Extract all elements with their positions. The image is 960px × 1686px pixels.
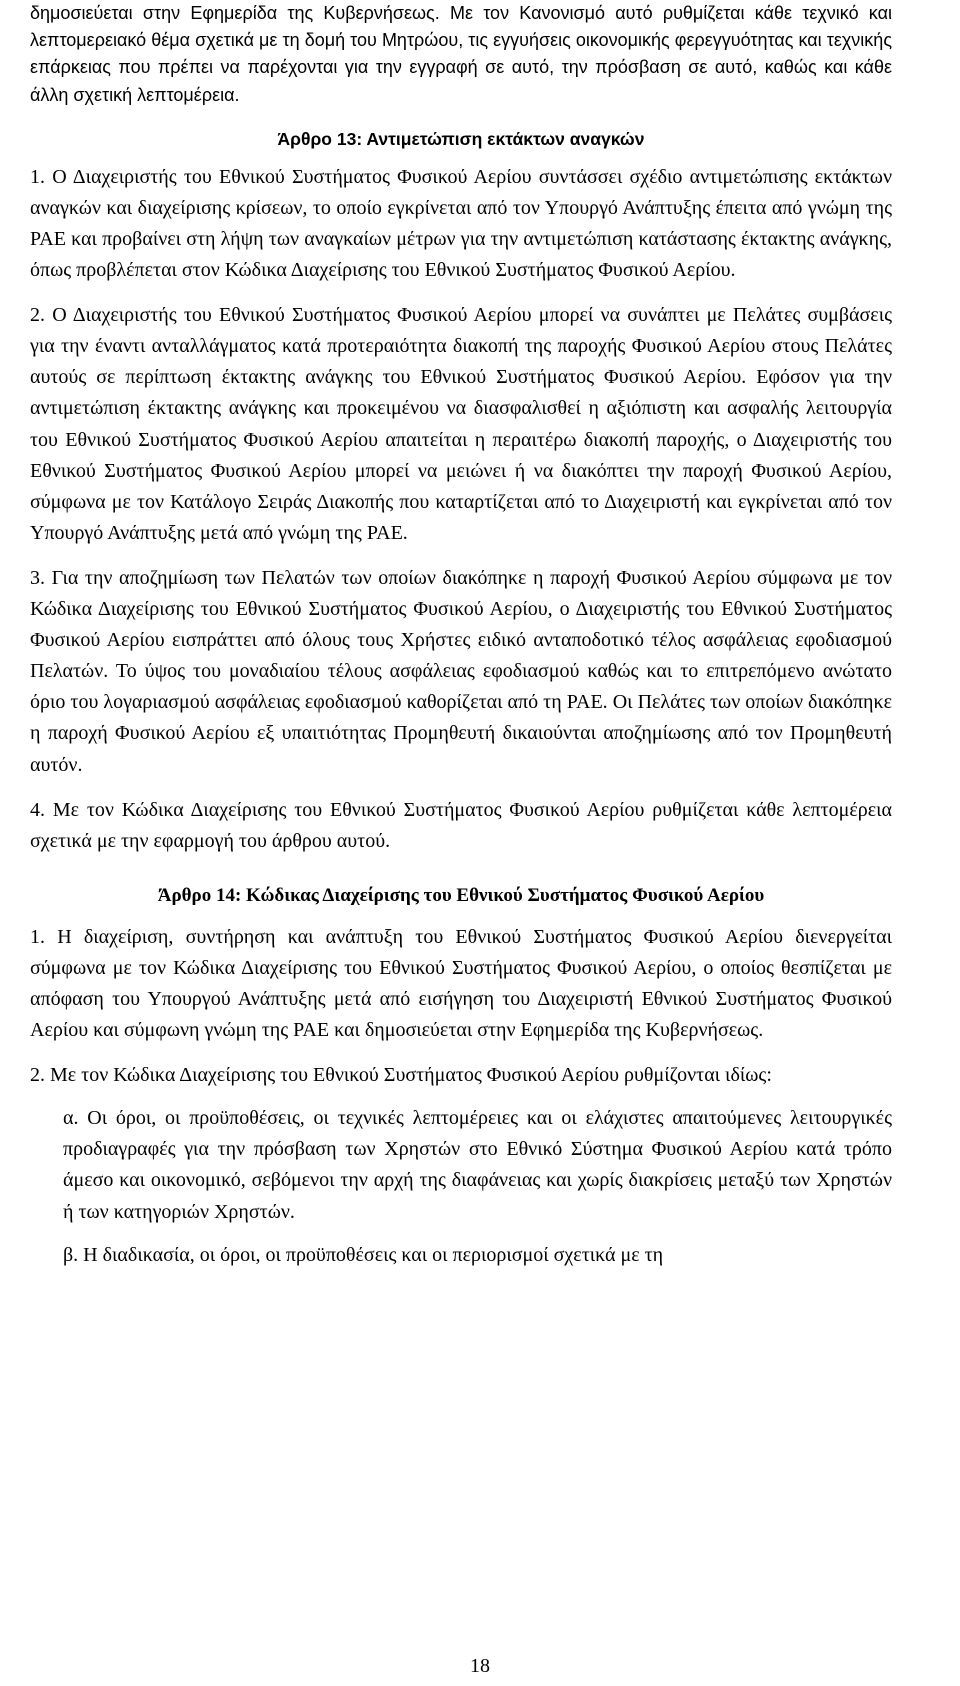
intro-paragraph: δημοσιεύεται στην Εφημερίδα της Κυβερνήσεως. Με τον Κανονισμό αυτό ρυθμίζεται κάθε τεχνικό και λεπτομερειακό θέμα σχετικά με τη δομή του Μητρώου, τις εγγυήσεις οικονομικής φερεγγυότητας και τεχνικής επάρκειας που πρέπει να παρέχονται για την εγγραφή σε αυτό, την πρόσβαση σε αυτό, καθώς και κάθε άλλη σχετική λεπτομέρεια.: [30, 3, 892, 105]
document-page: [30, 0, 892, 1271]
article-13-heading: Άρθρο 13: Αντιμετώπιση εκτάκτων αναγκών: [277, 128, 645, 149]
article-13-paragraph-1: 1. Ο Διαχειριστής του Εθνικού Συστήματος Φυσικού Αερίου συντάσσει σχέδιο αντιμετώπισης εκτάκτων αναγκών και διαχείρισης κρίσεων, το οποίο εγκρίνεται από τον Υπουργό Ανάπτυξης έπειτα από γνώμη της ΡΑΕ και προβαίνει στη λήψη των αναγκαίων μέτρων για την αντιμετώπιση κατάστασης έκτακτης ανάγκης, όπως προβλέπεται στον Κώδικα Διαχείρισης του Εθνικού Συστήματος Φυσικού Αερίου.: [30, 165, 892, 282]
article-13-paragraph-2: 2. Ο Διαχειριστής του Εθνικού Συστήματος Φυσικού Αερίου μπορεί να συνάπτει με Πελάτες συμβάσεις για την έναντι ανταλλάγματος κατά προτεραιότητα διακοπή της παροχής Φυσικού Αερίου στους Πελάτες αυτούς σε περίπτωση έκτακτης ανάγκης του Εθνικού Συστήματος Φυσικού Αερίου. Εφόσον για την αντιμετώπιση έκτακτης ανάγκης και προκειμένου να διασφαλισθεί η αξιόπιστη και ασφαλής λειτουργία του Εθνικού Συστήματος Φυσικού Αερίου απαιτείται η περαιτέρω διακοπή παροχής, ο Διαχειριστής του Εθνικού Συστήματος Φυσικού Αερίου μπορεί να μειώνει ή να διακόπτει την παροχή Φυσικού Αερίου, σύμφωνα με τον Κατάλογο Σειράς Διακοπής που καταρτίζεται από το Διαχειριστή και εγκρίνεται από τον Υπουργό Ανάπτυξης μετά από γνώμη της ΡΑΕ.: [30, 304, 892, 544]
article-14-subitem-b: β. Η διαδικασία, οι όροι, οι προϋποθέσεις και οι περιορισμοί σχετικά με τη: [63, 1243, 664, 1266]
article-14-subitem-a: α. Οι όροι, οι προϋποθέσεις, οι τεχνικές λεπτομέρειες και οι ελάχιστες απαιτούμενες λειτουργικές προδιαγραφές για την πρόσβαση των Χρηστών στο Εθνικό Σύστημα Φυσικού Αερίου κατά τρόπο άμεσο και οικονομικό, σεβόμενοι την αρχή της διαφάνειας και χωρίς διακρίσεις μεταξύ των Χρηστών ή των κατηγοριών Χρηστών.: [63, 1107, 892, 1223]
article-14-heading: Άρθρο 14: Κώδικας Διαχείρισης του Εθνικού Συστήματος Φυσικού Αερίου: [157, 884, 765, 906]
page-number: 18: [470, 1655, 490, 1677]
article-14-paragraph-2: 2. Με τον Κώδικα Διαχείρισης του Εθνικού Συστήματος Φυσικού Αερίου ρυθμίζονται ιδίως:: [30, 1064, 772, 1087]
article-14-paragraph-1: 1. Η διαχείριση, συντήρηση και ανάπτυξη του Εθνικού Συστήματος Φυσικού Αερίου διενεργείται σύμφωνα με τον Κώδικα Διαχείρισης του Εθνικού Συστήματος Φυσικού Αερίου, ο οποίος θεσπίζεται με απόφαση του Υπουργού Ανάπτυξης μετά από εισήγηση του Διαχειριστή Εθνικού Συστήματος Φυσικού Αερίου και σύμφωνη γνώμη της ΡΑΕ και δημοσιεύεται στην Εφημερίδα της Κυβερνήσεως.: [30, 925, 892, 1042]
article-13-paragraph-3: 3. Για την αποζημίωση των Πελατών των οποίων διακόπηκε η παροχή Φυσικού Αερίου σύμφωνα με τον Κώδικα Διαχείρισης του Εθνικού Συστήματος Φυσικού Αερίου, ο Διαχειριστής του Εθνικού Συστήματος Φυσικού Αερίου εισπράττει από όλους τους Χρήστες ειδικό ανταποδοτικό τέλος ασφάλειας εφοδιασμού Πελατών. Το ύψος του μοναδιαίου τέλους ασφάλειας εφοδιασμού καθώς και το επιτρεπόμενο ανώτατο όριο του λογαριασμού ασφάλειας εφοδιασμού καθορίζεται από τη ΡΑΕ. Οι Πελάτες των οποίων διακόπηκε η παροχή Φυσικού Αερίου εξ υπαιτιότητας Προμηθευτή δικαιούνται αποζημίωσης από τον Προμηθευτή αυτόν.: [30, 566, 892, 776]
article-13-paragraph-4: 4. Με τον Κώδικα Διαχείρισης του Εθνικού Συστήματος Φυσικού Αερίου ρυθμίζεται κάθε λεπτομέρεια σχετικά με την εφαρμογή του άρθρου αυτού.: [30, 798, 892, 852]
